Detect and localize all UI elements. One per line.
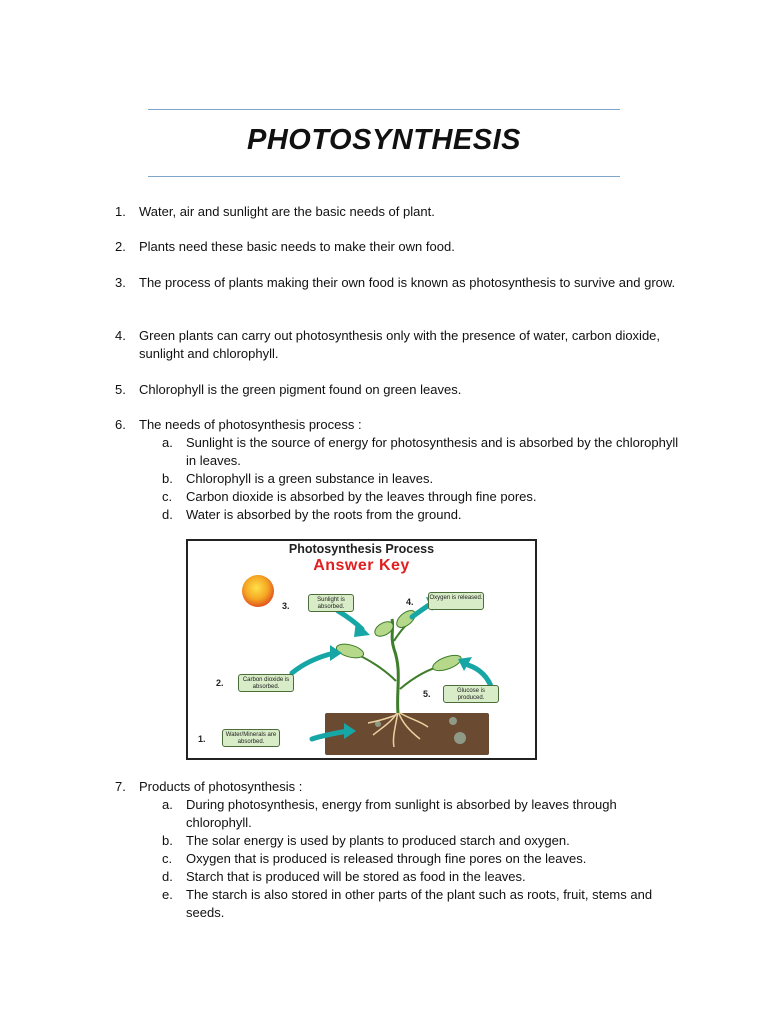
sub-item [162,470,686,488]
sub-item [162,796,686,832]
list-item-text: Plants need these basic needs to make their own food. [139,239,455,254]
step-box-glucose: Glucose is produced. [443,685,499,703]
sub-item-text: Oxygen that is produced is released through fine pores on the leaves. [186,851,587,866]
sub-item-letter: a. [162,435,173,450]
list-item [115,778,679,796]
bottom-rule [148,176,620,177]
sub-item-text: Carbon dioxide is absorbed by the leaves through fine pores. [186,489,537,504]
step-box-oxygen: Oxygen is released. [428,592,484,610]
list-item-text: Products of photosynthesis : [139,779,303,794]
list-item [115,381,679,399]
sub-item-text: Chlorophyll is a green substance in leaves. [186,471,434,486]
sun-icon [242,575,274,607]
list-item-text: Green plants can carry out photosynthesis only with the presence of water, carbon dioxide, sunlight and chlorophyll. [139,328,661,361]
list-item-number: 7. [115,779,126,794]
step-number: 4. [406,597,414,607]
sub-item-letter: b. [162,833,173,848]
list-item-number: 5. [115,382,126,397]
list-item-number: 6. [115,417,126,432]
list-item-number: 3. [115,275,126,290]
sub-item-letter: b. [162,471,173,486]
sub-item-text: Starch that is produced will be stored as food in the leaves. [186,869,526,884]
list-item-number: 1. [115,204,126,219]
photosynthesis-diagram [186,539,537,760]
sub-item-letter: a. [162,797,173,812]
list-item [115,274,679,292]
sub-item-text: The starch is also stored in other parts of the plant such as roots, fruit, stems and seeds. [186,887,653,920]
list-item-number: 4. [115,328,126,343]
sub-item [162,506,686,524]
list-item [115,327,679,363]
sub-item-text: The solar energy is used by plants to produced starch and oxygen. [186,833,570,848]
diagram-title: Photosynthesis Process [288,542,435,556]
list-item-number: 2. [115,239,126,254]
step-number: 3. [282,601,290,611]
diagram-subtitle: Answer Key [313,557,410,574]
sub-item-letter: d. [162,507,173,522]
top-rule [148,109,620,110]
sub-item [162,488,686,506]
sub-item-letter: e. [162,887,173,902]
step-number: 1. [198,734,206,744]
sub-item-text: During photosynthesis, energy from sunlight is absorbed by leaves through chlorophyll. [186,797,617,830]
list-item [115,203,679,221]
list-item-text: The process of plants making their own food is known as photosynthesis to survive and grow. [139,275,676,290]
sub-item [162,850,686,868]
list-item-text: Chlorophyll is the green pigment found on green leaves. [139,382,462,397]
sub-item-letter: c. [162,489,173,504]
sub-item-letter: d. [162,869,173,884]
list-item-text: The needs of photosynthesis process : [139,417,362,432]
step-box-water: Water/Minerals are absorbed. [222,729,280,747]
sub-item-letter: c. [162,851,173,866]
sub-item-text: Water is absorbed by the roots from the ground. [186,507,462,522]
sub-item [162,886,686,922]
sub-item [162,434,686,470]
sub-item [162,868,686,886]
list-item-text: Water, air and sunlight are the basic needs of plant. [139,204,435,219]
step-number: 5. [423,689,431,699]
stem-icon [392,619,398,713]
list-item [115,416,679,434]
list-item [115,238,679,256]
sub-item [162,832,686,850]
step-number: 2. [216,678,224,688]
step-box-sunlight: Sunlight is absorbed. [308,594,354,612]
sub-item-text: Sunlight is the source of energy for photosynthesis and is absorbed by the chlorophyll in leaves. [186,435,679,468]
page-title: PHOTOSYNTHESIS [247,124,521,156]
step-box-carbon-dioxide: Carbon dioxide is absorbed. [238,674,294,692]
